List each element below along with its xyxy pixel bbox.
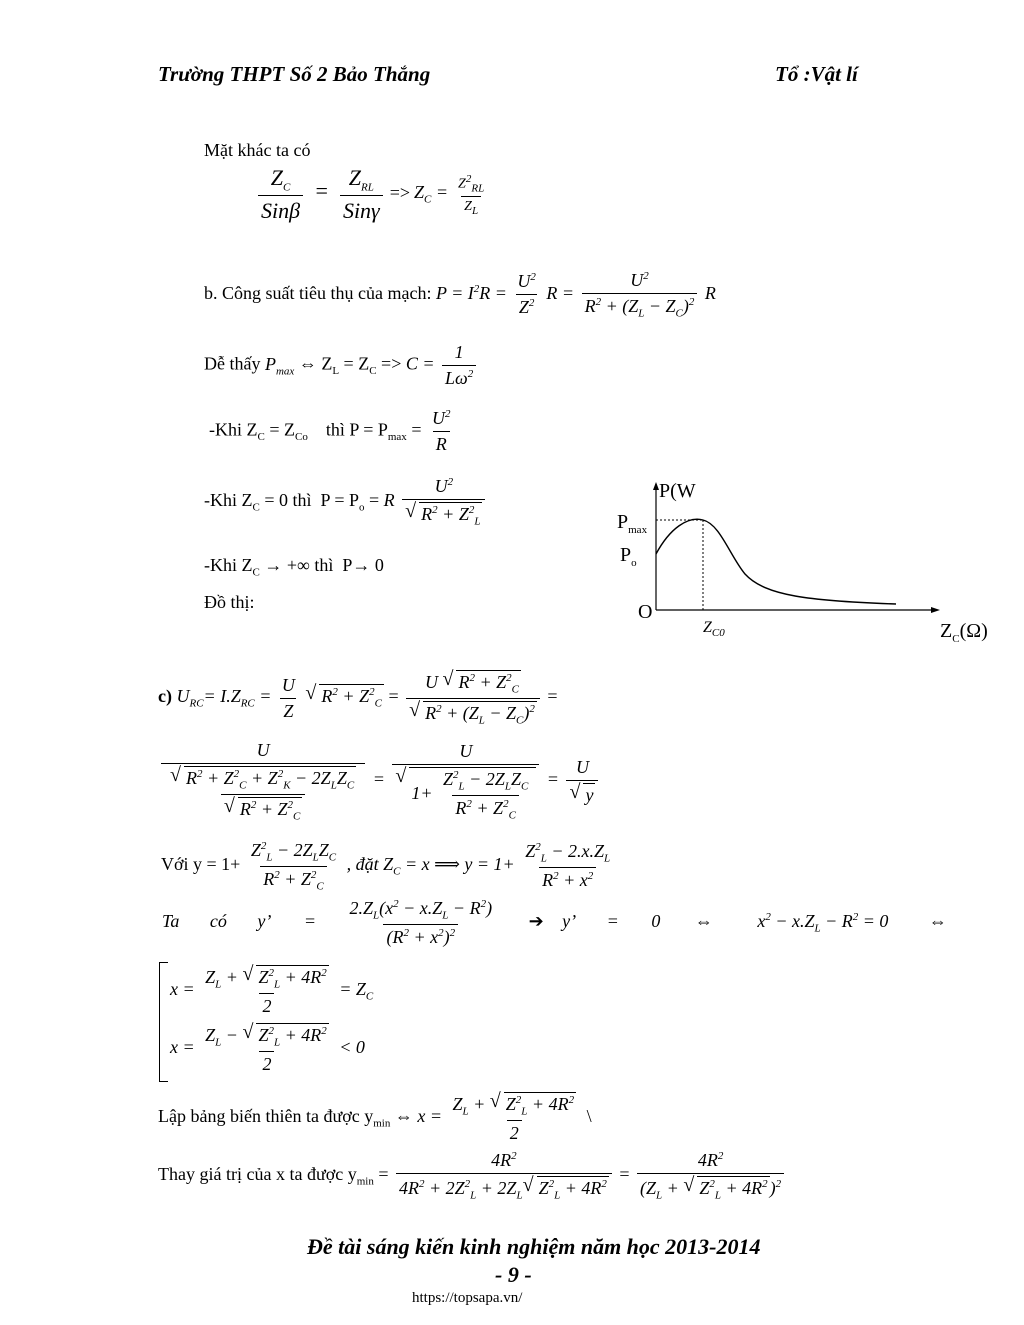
ta-label: Ta <box>162 910 180 931</box>
ta-co-line: Ta có y’ = $\frac{2.Z_L(x^2 - x.Z_L - R^2)}{(R^2 + x^2)^2}$ ➔ y’ = 0 ⇔ $x^2 - x.Z_L - R^2 = 0$ ⇔ <box>162 898 947 947</box>
khi-zc-0-label: -Khi Z <box>204 489 253 510</box>
thay-gia-tri-label: Thay giá trị của x ta được y <box>158 1163 357 1184</box>
lap-bang-min: min <box>373 1117 391 1130</box>
mat-khac-text: Mặt khác ta có <box>204 140 311 160</box>
x-axis-arrow <box>931 607 940 613</box>
urc-expanded: U √ $R^2 + Z^2_C + Z^2_K - 2Z_LZ_C$ √ $R^2 + Z^2_C$ = U √ 1+ $\frac{Z^2_L - 2Z_LZ_C}{R^2 + Z^2_C}$ = U √ y <box>158 740 601 822</box>
zc0-text: Z <box>703 619 712 636</box>
de-thay-label: Dễ thấy <box>204 353 261 374</box>
x-axis-unit: (Ω) <box>959 620 988 642</box>
power-curve <box>656 519 896 604</box>
lap-bang-line: Lập bảng biến thiên ta được $y_{min}$ ⇔ x = $\frac{Z_L + √ Z^2_L + 4R^2}{2}$ \ <box>158 1092 592 1144</box>
pmax-sub: max <box>628 524 648 536</box>
khi-zc-0-line: -Khi $Z_C = 0$ thì $P = P_o = R$ $U^2$ √ $R^2 + Z^2_L$ <box>204 476 488 528</box>
urc-line: c) $U_{RC}= I.Z_{RC}$ = $\frac{U}{Z}$ √ $R^2 + Z^2_C$ = U √ $R^2 + Z^2_C$ √ $R^2 + (Z_L - Z_C)^2$ = <box>158 670 558 726</box>
thay-min: min <box>356 1175 374 1188</box>
graph-y-label: P(W <box>659 480 696 502</box>
footer-title: Đề tài sáng kiến kinh nghiệm năm học 2013-2014 <box>307 1234 761 1259</box>
x-axis-text: Z <box>940 620 953 642</box>
do-thi-label: Đồ thị: <box>204 592 255 612</box>
graph-origin-label: O <box>638 601 653 623</box>
solution-2: x = $\frac{Z_L - √ Z^2_L + 4R^2}{2}$ < 0 <box>170 1023 365 1075</box>
c-label: c) <box>158 686 172 707</box>
formula-sin-ratio: $\frac{Z_C}{\text{Sinβ}}$ = $\frac{Z_{RL}}{\text{Sinγ}}$ => $Z_C$ = $\frac{Z^2_{RL}}{Z_L}$ <box>255 165 490 224</box>
lap-bang-label: Lập bảng biến thiên ta được y <box>158 1105 374 1126</box>
dat-label: , đặt Z <box>346 854 394 875</box>
x-axis-sub: C <box>952 633 960 645</box>
school-name: Trường THPT Số 2 Bảo Thắng <box>158 62 431 86</box>
voi-y-line: Với y = 1+ $\frac{Z^2_L - 2Z_LZ_C}{R^2 + Z^2_C}$ , đặt $Z_C = x$ ⟹ y = 1+ $\frac{Z^2_L - 2.x.Z_L}{R^2 + x^2}$ <box>161 840 611 893</box>
voi-y-label: Với y = <box>161 854 217 875</box>
page-number: - 9 - <box>495 1262 532 1287</box>
khi-zc-inf-label: -Khi Z <box>204 555 253 575</box>
pmax-text: P <box>617 511 629 533</box>
solution-1: x = $\frac{Z_L + √ Z^2_L + 4R^2}{2}$ = $Z_C$ <box>170 965 373 1017</box>
khi-zc-zco-line: -Khi $Z_C = Z_{Co}$ thì $P = P_{max}$ = $\frac{U^2}{R}$ <box>209 408 451 454</box>
graph-pmax-label <box>617 511 647 536</box>
po-sub: o <box>631 557 637 569</box>
footer-url[interactable]: https://topsapa.vn/ <box>412 1290 523 1306</box>
de-thay-line: Dễ thấy $P_{max}$ ⇔ $Z_L = Z_C => C$ = $\frac{1}{L\omega^2}$ <box>204 342 479 389</box>
khi-zc-inf-line: -Khi $Z_C$ → +∞ thì P→ 0 <box>204 555 384 579</box>
department: Tổ :Vật lí <box>775 62 858 86</box>
khi-zc-zco-label: -Khi Z <box>209 419 258 440</box>
graph-zc0-label <box>703 619 725 639</box>
cong-suat-label: b. Công suất tiêu thụ của mạch: <box>204 282 432 303</box>
thay-gia-tri-line: Thay giá trị của x ta được $y_{min}$ = $\frac{4R^2}{4R^2 + 2Z^2_L + 2Z_L√ Z^2_L + 4R^2}$ = $\frac{4R^2}{(Z_L + √ Z^2_L + 4R^2 )^2}$ <box>158 1150 787 1202</box>
cong-suat-line: b. Công suất tiêu thụ của mạch: $P = I^2R$ = $\frac{U^2}{Z^2}$ R = $\frac{U^2}{R^2 + (Z_L - Z_C)^2}$ R <box>204 270 716 320</box>
solutions-bracket <box>159 962 168 1082</box>
po-text: P <box>620 544 632 566</box>
zc0-sub: C0 <box>711 627 725 640</box>
graph-po-label <box>620 544 637 569</box>
backslash: \ <box>586 1105 592 1126</box>
co-label: có <box>209 910 227 931</box>
graph-x-label <box>940 620 988 645</box>
